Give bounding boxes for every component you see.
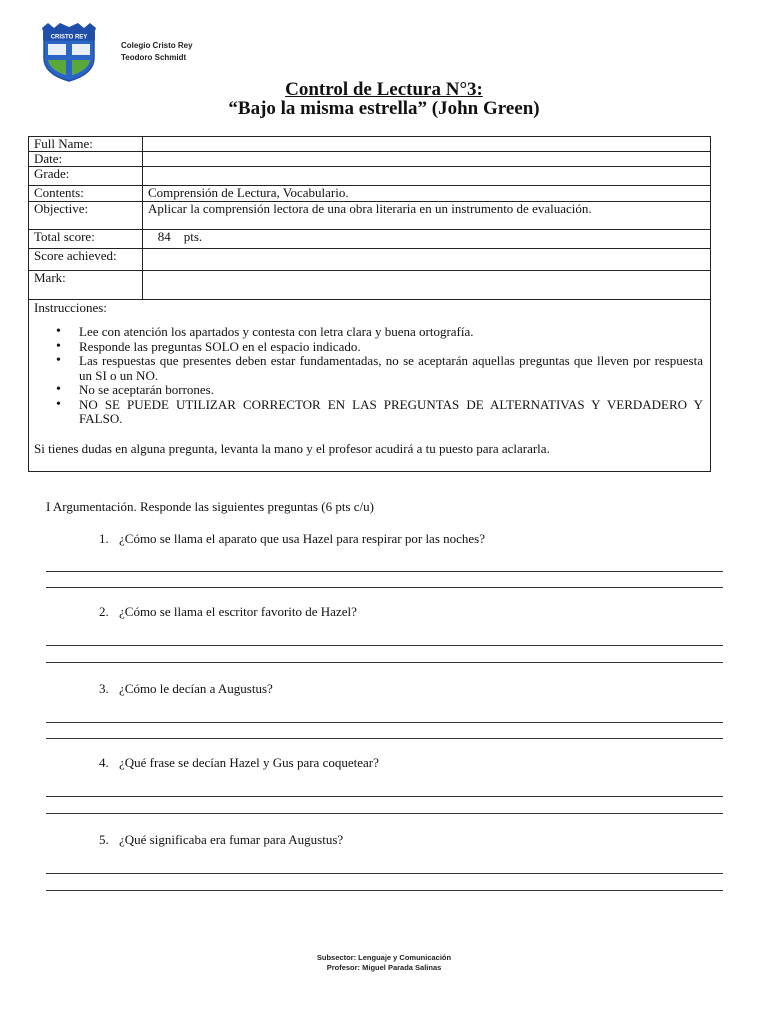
section-heading: I Argumentación. Responde las siguientes preguntas (6 pts c/u) — [46, 499, 374, 514]
answer-line[interactable] — [46, 738, 723, 739]
table-label-cell: Grade: — [29, 167, 143, 186]
question-text: ¿Cómo se llama el escritor favorito de Hazel? — [119, 604, 357, 619]
grade-field[interactable] — [143, 167, 711, 186]
question-text: ¿Qué frase se decían Hazel y Gus para coquetear? — [119, 755, 379, 770]
instructions-box — [28, 299, 711, 472]
table-label-cell: Mark: — [29, 271, 143, 300]
score-achieved-field[interactable] — [143, 249, 711, 271]
instructions-list — [53, 325, 703, 427]
table-row — [29, 186, 711, 202]
mark-field[interactable] — [143, 271, 711, 300]
question-number: 4. — [99, 755, 109, 770]
answer-line[interactable] — [46, 722, 723, 723]
instructions-heading: Instrucciones: — [34, 300, 107, 315]
table-label-cell: Score achieved: — [29, 249, 143, 271]
table-row — [29, 167, 711, 186]
table-row — [29, 271, 711, 300]
list-item: • Las respuestas que presentes deben estar fundamentadas, no se aceptarán aquellas preguntas que lleven por respuesta un SI o un NO. — [53, 354, 703, 383]
list-item: • Lee con atención los apartados y contesta con letra clara y buena ortografía. — [53, 325, 703, 340]
total-score-value: 84 pts. — [143, 230, 711, 249]
answer-line[interactable] — [46, 587, 723, 588]
table-row — [29, 230, 711, 249]
svg-text:CRISTO REY: CRISTO REY — [50, 34, 88, 41]
question-2 — [99, 604, 357, 620]
document-title: Control de Lectura N°3: — [285, 79, 483, 100]
document-subtitle: “Bajo la misma estrella” (John Green) — [228, 98, 540, 119]
question-number: 5. — [99, 832, 109, 847]
student-info-table — [28, 136, 711, 300]
answer-line[interactable] — [46, 645, 723, 646]
question-text: ¿Cómo se llama el aparato que usa Hazel para respirar por las noches? — [119, 531, 486, 546]
instructions-footer: Si tienes dudas en alguna pregunta, levanta la mano y el profesor acudirá a tu puesto para aclararla. — [34, 441, 550, 456]
school-crest-logo — [36, 22, 102, 82]
question-1 — [99, 531, 485, 547]
footer-subsector: Subsector: Lenguaje y Comunicación — [316, 953, 452, 962]
answer-line[interactable] — [46, 571, 723, 572]
table-label-cell: Full Name: — [29, 137, 143, 152]
school-name-line1: Colegio Cristo Rey — [121, 41, 193, 50]
answer-line[interactable] — [46, 796, 723, 797]
question-number: 3. — [99, 681, 109, 696]
question-number: 1. — [99, 531, 109, 546]
question-number: 2. — [99, 604, 109, 619]
table-label-cell: Contents: — [29, 186, 143, 202]
question-5 — [99, 832, 343, 848]
objective-value: Aplicar la comprensión lectora de una obra literaria en un instrumento de evaluación. — [143, 202, 711, 230]
contents-value: Comprensión de Lectura, Vocabulario. — [143, 186, 711, 202]
full-name-field[interactable] — [143, 137, 711, 152]
answer-line[interactable] — [46, 873, 723, 874]
answer-line[interactable] — [46, 890, 723, 891]
table-label-cell: Date: — [29, 152, 143, 167]
question-4 — [99, 755, 379, 771]
list-item: • No se aceptarán borrones. — [53, 383, 703, 398]
table-label-cell: Objective: — [29, 202, 143, 230]
footer-teacher: Profesor: Miguel Parada Salinas — [326, 963, 442, 972]
answer-line[interactable] — [46, 662, 723, 663]
table-row — [29, 249, 711, 271]
list-item: • Responde las preguntas SOLO en el espacio indicado. — [53, 340, 703, 355]
table-row — [29, 152, 711, 167]
list-item: • NO SE PUEDE UTILIZAR CORRECTOR EN LAS PREGUNTAS DE ALTERNATIVAS Y VERDADERO Y FALSO. — [53, 398, 703, 427]
date-field[interactable] — [143, 152, 711, 167]
school-name-line2: Teodoro Schmidt — [121, 53, 187, 62]
question-3 — [99, 681, 273, 697]
table-label-cell: Total score: — [29, 230, 143, 249]
question-text: ¿Qué significaba era fumar para Augustus? — [119, 832, 344, 847]
table-row — [29, 202, 711, 230]
school-name — [121, 40, 193, 64]
table-row — [29, 137, 711, 152]
question-text: ¿Cómo le decían a Augustus? — [119, 681, 273, 696]
answer-line[interactable] — [46, 813, 723, 814]
